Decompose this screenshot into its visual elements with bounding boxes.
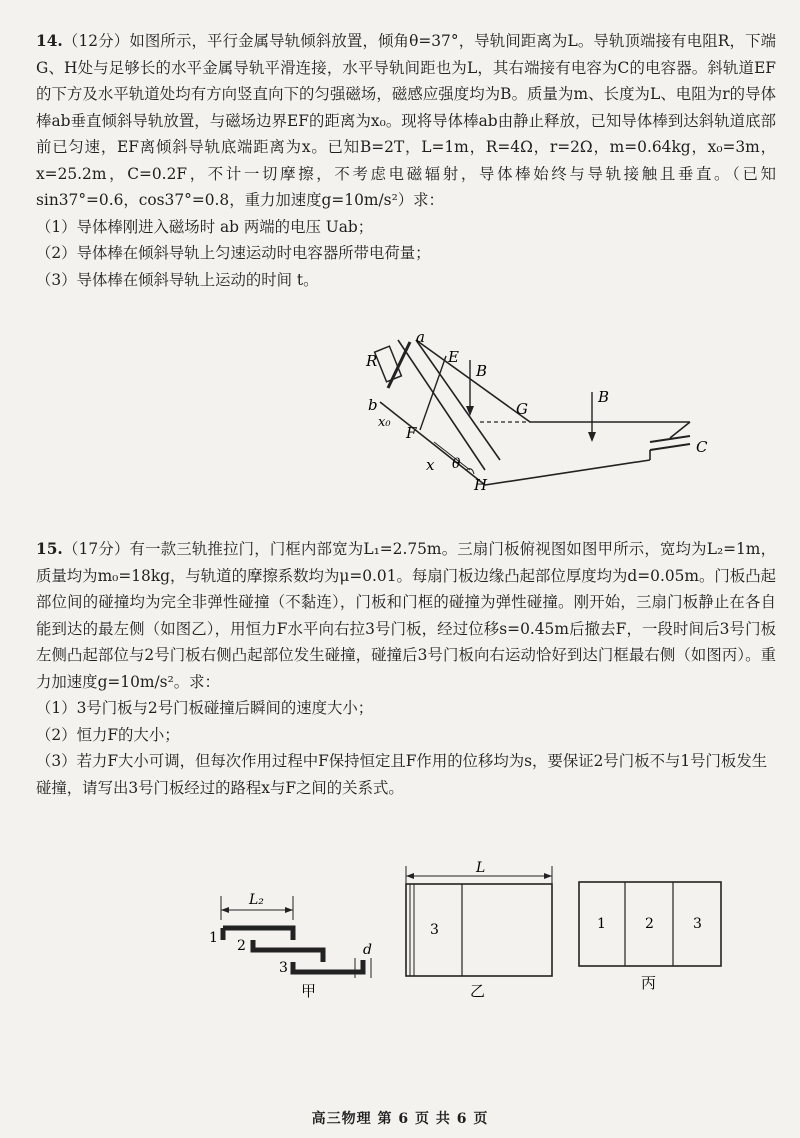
door-1-shape <box>223 928 293 940</box>
figure-yi <box>400 860 560 1000</box>
door-initial-position-diagram <box>400 860 560 1000</box>
q14-points: （12分） <box>62 32 130 50</box>
q15-points: （17分） <box>62 540 130 558</box>
door-frame-yi <box>406 884 552 976</box>
label-x: x <box>426 456 435 474</box>
b-arrow-head-2 <box>588 432 596 442</box>
label-theta: θ <box>452 456 461 472</box>
label-a: a <box>416 330 425 346</box>
label-B-left: B <box>476 362 488 380</box>
door-label-2: 2 <box>237 938 246 954</box>
q15-sub-3: （3）若力F大小可调，但每次作用过程中F保持恒定且F作用的位移均为s，要保证2号门板不与1号门板发生碰撞，请写出3号门板经过的路程x与F之间的关系式。 <box>36 752 768 797</box>
door-2-shape <box>253 940 323 962</box>
q14-sub-1: （1）导体棒刚进入磁场时 ab 两端的电压 Uab； <box>36 217 374 236</box>
resistor-R <box>375 346 402 382</box>
inclined-rail-diagram <box>360 330 720 500</box>
label-L2: L₂ <box>249 892 264 908</box>
q15-sub-2: （2）恒力F的大小； <box>36 725 180 744</box>
q14-text: 如图所示，平行金属导轨倾斜放置，倾角θ=37°，导轨间距离为L。导轨顶端接有电阻R，下端G、H处与足够长的水平金属导轨平滑连接，水平导轨间距也为L，其右端接有电容为C的电容器。斜轨道EF的下方及水平轨道处均有方向竖直向下的匀强磁场，磁感应强度均为B。质量为m、长度为L、电阻为r的导体棒ab垂直倾斜导轨放置，与磁场边界EF的距离为x₀。现将导体棒ab由静止释放，已知导体棒到达斜轨道底部前已匀速，EF离倾斜导轨底端距离为x。已知B=2T，L=1m，R=4Ω，r=2Ω，m=0.64kg，x₀=3m，x=25.2m，C=0.2F，不计一切摩擦，不考虑电磁辐射，导体棒始终与导轨接触且垂直。（已知sin37°=0.6，cos37°=0.8，重力加速度g=10m/s²）求： <box>36 32 776 209</box>
q15-number: 15. <box>36 540 63 558</box>
capacitor-plate-1 <box>650 436 690 442</box>
horizontal-rail-bottom <box>485 460 650 485</box>
label-x0: x₀ <box>378 415 391 430</box>
l-arrow-left <box>406 873 414 879</box>
figure-bing <box>575 878 725 998</box>
q14-sub-3: （3）导体棒在倾斜导轨上运动的时间 t。 <box>36 270 319 289</box>
door-label-3: 3 <box>279 960 288 976</box>
l2-arrow-left <box>221 907 229 913</box>
label-B-right: B <box>598 388 610 406</box>
label-F: F <box>406 424 417 442</box>
figure-jia <box>205 888 385 1003</box>
q15-stem <box>36 536 776 695</box>
q14-sub-2: （2）导体棒在倾斜导轨上匀速运动时电容器所带电荷量； <box>36 244 431 262</box>
door-3-shape <box>293 960 363 972</box>
caption-jia: 甲 <box>301 982 317 1000</box>
page-footer: 高三物理 第 6 页 共 6 页 <box>311 1111 489 1127</box>
label-G: G <box>516 400 528 418</box>
label-d: d <box>363 942 372 958</box>
label-E: E <box>448 348 459 366</box>
incline-rail-top <box>416 340 530 422</box>
caption-yi: 乙 <box>470 982 486 1000</box>
q14-stem <box>36 28 776 214</box>
q14-figure <box>360 330 720 500</box>
door-label-3-yi: 3 <box>430 922 439 938</box>
q15-sub-1: （1）3号门板与2号门板碰撞后瞬间的速度大小； <box>36 699 374 717</box>
label-C: C <box>696 438 708 456</box>
label-H: H <box>474 476 488 494</box>
caption-bing: 丙 <box>641 974 657 992</box>
label-L: L <box>476 860 486 876</box>
door-label-1: 1 <box>209 930 218 946</box>
door-label-2-bing: 2 <box>645 916 654 932</box>
label-b: b <box>368 396 378 414</box>
capacitor-plate-2 <box>650 444 690 450</box>
question-14 <box>36 28 776 293</box>
door-final-position-diagram <box>575 878 725 998</box>
l-arrow-right <box>544 873 552 879</box>
door-label-1-bing: 1 <box>597 916 606 932</box>
door-top-view-diagram <box>205 888 385 1003</box>
question-15 <box>36 536 776 801</box>
boundary-EF <box>420 356 446 430</box>
door-label-3-bing: 3 <box>693 916 702 932</box>
l2-arrow-right <box>285 907 293 913</box>
label-R: R <box>366 352 378 370</box>
q15-text: 有一款三轨推拉门，门框内部宽为L₁=2.75m。三扇门板俯视图如图甲所示，宽均为L₂=1m，质量均为m₀=18kg，与轨道的摩擦系数均为μ=0.01。每扇门板边缘凸起部位厚度均为d=0.05m。门板凸起部位间的碰撞均为完全非弹性碰撞（不黏连），门板和门框的碰撞为弹性碰撞。刚开始，三扇门板静止在各自能到达的最左侧（如图乙），用恒力F水平向右拉3号门板，经过位移s=0.45m后撤去F，一段时间后3号门板左侧凸起部位与2号门板右侧凸起部位发生碰撞，碰撞后3号门板向右运动恰好到达门框最右侧（如图丙）。重力加速度g=10m/s²。求： <box>36 540 776 691</box>
q14-number: 14. <box>36 32 63 50</box>
